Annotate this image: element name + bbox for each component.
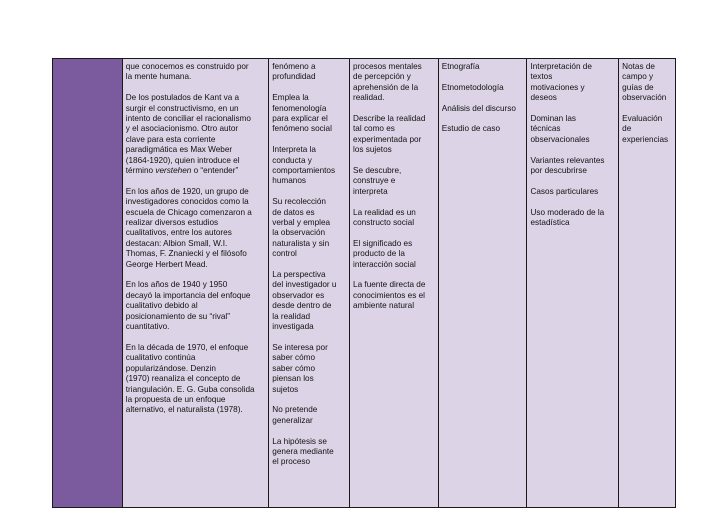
- weber-line-prefix: término: [125, 166, 156, 176]
- column-techniques: [527, 59, 619, 507]
- paragraph: Interpretación de textos motivaciones y deseos: [530, 62, 592, 103]
- paragraph: Su recolección de datos es verbal y emplea la observación naturalista y sin control: [272, 197, 331, 259]
- comparison-table: [52, 58, 676, 508]
- paragraph: La realidad es un constructo social: [353, 207, 416, 228]
- paragraph: Describe la realidad tal como es experimentada por los sujetos: [353, 114, 426, 155]
- column-history: [123, 59, 270, 507]
- paragraph: El significado es producto de la interacción social: [353, 238, 416, 269]
- paragraph: En los años de 1920, un grupo de investigadores conocidos como la escuela de Chicago comenzaron a realizar diversos estudios cualitativos, entre los autores destacan: Albion Small, W.I. Thomas, F. Znaniecki y el filósofo George Herbert Mead.: [125, 186, 252, 269]
- verstehen-term: verstehen: [155, 166, 192, 176]
- column-methods: [439, 59, 528, 507]
- paragraph: Uso moderado de la estadística: [530, 207, 605, 228]
- paragraph: Se interesa por saber cómo saber cómo piensan los sujetos: [272, 342, 328, 394]
- paragraph: La perspectiva del investigador u observador es desde dentro de la realidad investigada: [272, 270, 337, 332]
- paragraph-kant: De los postulados de Kant va a surgir el constructivismo, en un intento de conciliar el racionalismo y el asociacionismo. Otro autor clave para esta corriente paradigmática es Max Weber (1864-1920), quien introduce el término verstehen o “entender”: [125, 93, 251, 176]
- column-characteristics: [269, 59, 350, 507]
- paragraph: fenómeno a profundidad: [272, 62, 316, 82]
- paragraph: Se descubre, construye e interpreta: [353, 166, 402, 196]
- paragraph: Etnografía: [441, 62, 480, 71]
- paragraph: La fuente directa de conocimientos es el ambiente natural: [353, 280, 426, 311]
- paragraph: Notas de campo y guías de observación: [622, 62, 667, 103]
- paragraph: que conocemos es construido por la mente humana.: [125, 62, 249, 82]
- paragraph: Etnometodología: [441, 82, 504, 92]
- column-instruments: [619, 59, 675, 507]
- paragraph: Estudio de caso: [441, 124, 501, 134]
- paragraph: No pretende generalizar: [272, 405, 318, 425]
- paragraph: Variantes relevantes por descubrirse: [530, 155, 605, 176]
- paragraph: Emplea la fenomenología para explicar el fenómeno social: [272, 93, 332, 134]
- header-color-column: [53, 59, 123, 507]
- paragraph: Evaluación de experiencias: [622, 114, 669, 144]
- column-reality: [350, 59, 439, 507]
- paragraph: En los años de 1940 y 1950 decayó la importancia del enfoque cualitativo debido al posicionamiento de su “rival” cuantitativo.: [125, 280, 251, 332]
- paragraph: En la década de 1970, el enfoque cualitativo continúa popularizándose. Denzin (1970) reanaliza el concepto de triangulación. E. G. Guba consolida la propuesta de un enfoque alternativo, el naturalista (1978).: [125, 342, 255, 415]
- paragraph: Análisis del discurso: [441, 103, 516, 113]
- paragraph: Interpreta la conducta y comportamientos humanos: [272, 145, 336, 186]
- paragraph: Casos particulares: [530, 186, 599, 196]
- paragraph: La hipótesis se genera mediante el proceso: [272, 436, 334, 467]
- paragraph: procesos mentales de percepción y aprehensión de la realidad.: [353, 62, 422, 103]
- weber-line-suffix: o “entender”: [191, 166, 239, 176]
- paragraph: Dominan las técnicas observacionales: [530, 114, 590, 144]
